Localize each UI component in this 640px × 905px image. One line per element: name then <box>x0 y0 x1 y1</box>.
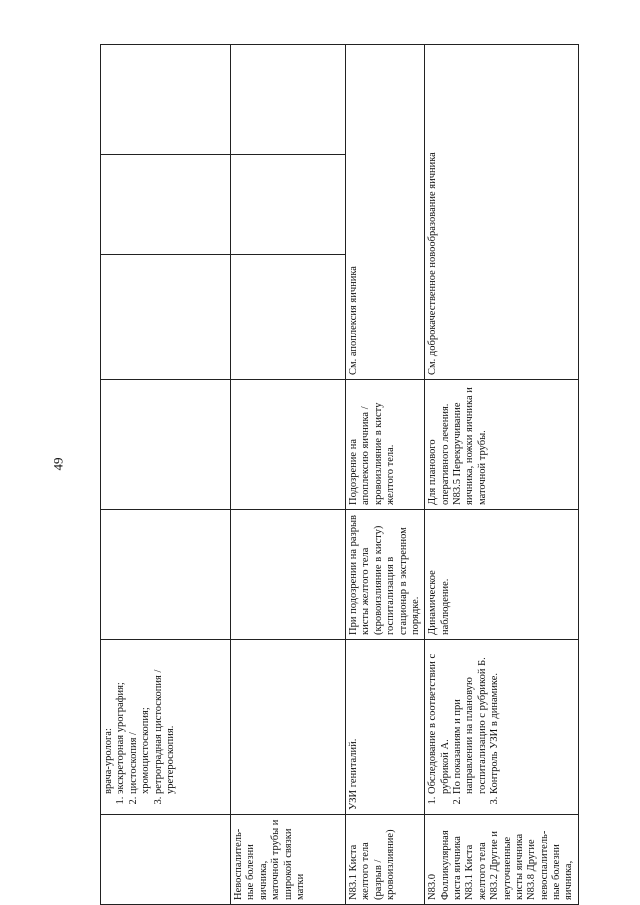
tactics-cell: Динамическое наблюдение. <box>425 510 579 640</box>
see-also-cell: См. апоплексия яичника <box>346 45 425 380</box>
page-number: 49 <box>50 457 66 471</box>
diagnosis-cell: N83.0 Фолликулярная киста яичника N83.1 Киста желтого тела N83.2 Другие и неуточненные кисты яичника N83.8 Другие невоспалитель-ные болезни яичника, <box>425 815 579 905</box>
referral-cell <box>231 380 346 510</box>
examination-cell <box>101 640 231 815</box>
list-item: 1. Обследование в соответствии с рубрикой А. <box>427 644 452 794</box>
tactics-cell <box>231 510 346 640</box>
diagnosis-cell <box>101 815 231 905</box>
rotated-table-frame <box>100 45 575 905</box>
table-row <box>101 45 231 905</box>
inpatient-cell <box>101 255 231 380</box>
diagnosis-cell: N83.1 Киста желтого тела (разрыв / кровоизлияние) <box>346 815 425 905</box>
empty-cell <box>101 45 231 155</box>
see-also-cell: См. доброкачественное новообразование яичника <box>425 45 579 380</box>
diagnosis-cell: Невоспалитель-ные болезни яичника, маточной трубы и широкой связки матки <box>231 815 346 905</box>
list-item: 2. цистоскопия / хромоцистоскопия; <box>128 644 153 794</box>
referral-cell: Для планового оперативного лечения. N83.5 Перекручивание яичника, ножки яичника и маточной трубы. <box>425 380 579 510</box>
exam-intro: врача-уролога: <box>103 728 114 794</box>
examination-cell <box>231 640 346 815</box>
table-row <box>231 45 346 905</box>
exam-list <box>115 644 177 810</box>
exam-list <box>427 644 501 810</box>
referral-cell <box>101 380 231 510</box>
inpatient-cell <box>231 255 346 380</box>
list-item: 1. экскреторная урография; <box>115 644 127 794</box>
empty-cell <box>101 155 231 255</box>
clinical-table <box>100 44 579 905</box>
tactics-cell <box>101 510 231 640</box>
table-row <box>425 45 579 905</box>
empty-cell <box>231 155 346 255</box>
examination-cell: УЗИ гениталий. <box>346 640 425 815</box>
examination-cell <box>425 640 579 815</box>
list-item: 2. По показаниям и при направлении на плановую госпитализацию с рубрикой Б. <box>452 644 489 794</box>
tactics-cell: При подозрении на разрыв кисты желтого тела (кровоизлияние в кисту) госпитализация в стационар в экстренном порядке. <box>346 510 425 640</box>
empty-cell <box>231 45 346 155</box>
referral-cell: Подозрение на апоплексию яичника / кровоизлияние в кисту желтого тела. <box>346 380 425 510</box>
list-item: 3. ретроградная цистоскопия / уретероскопия. <box>153 644 178 794</box>
list-item: 3. Контроль УЗИ в динамике. <box>489 644 501 794</box>
table-row <box>346 45 425 905</box>
